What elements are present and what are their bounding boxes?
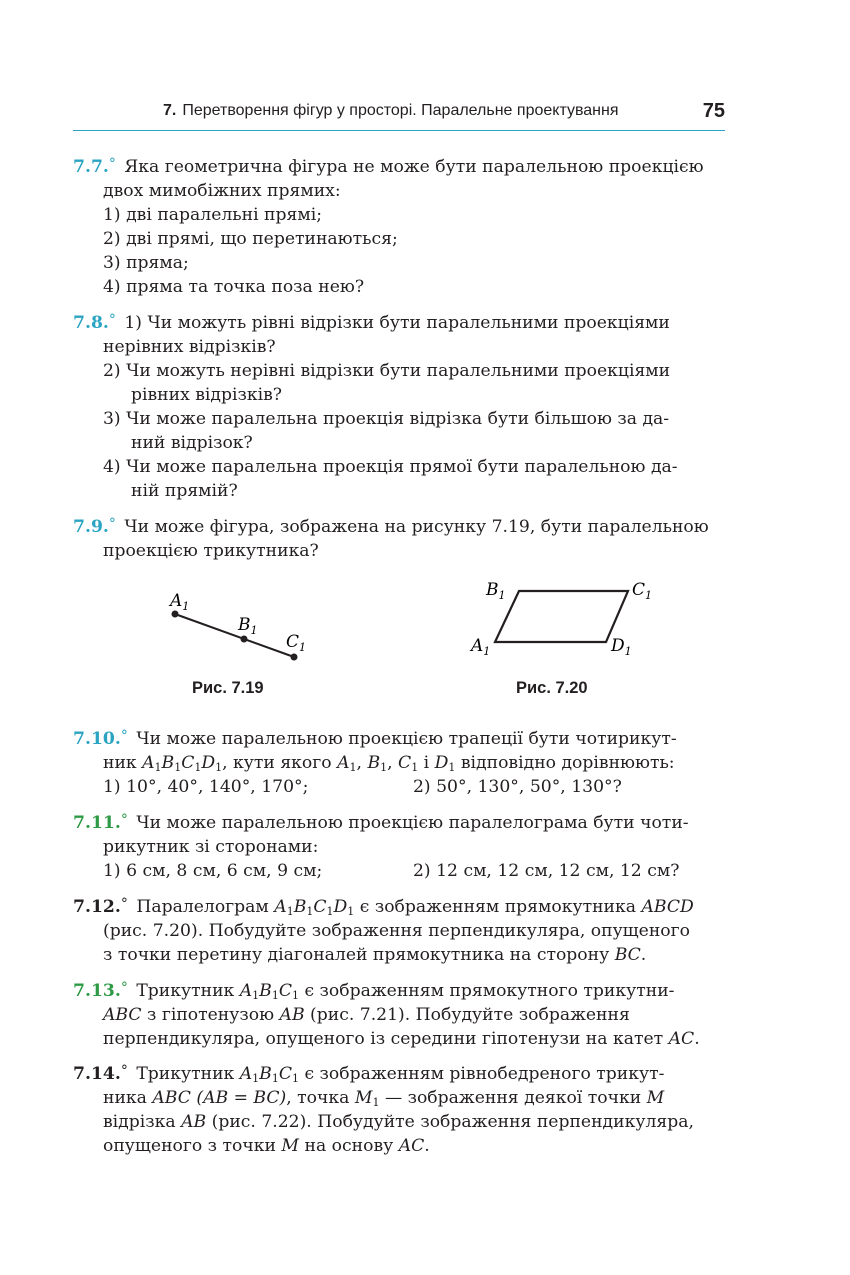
running-header: [73, 100, 725, 131]
problem-number: 7.12.: [73, 897, 121, 917]
problem-number: 7.9.: [73, 517, 109, 537]
caption-7-20: Рис. 7.20: [516, 679, 588, 697]
problem-number: 7.10.: [73, 729, 121, 749]
problem-7-9: 7.9.° Чи може фігура, зображена на рисунку 7.19, бути паралельною проекцією трикутника?: [73, 516, 709, 561]
problem-number: 7.7.: [73, 157, 109, 177]
problem-7-12: 7.12.° Паралелограм $A_1B_1C_1D_1$ є зображенням прямокутника ABCD (рис. 7.20). Побудуйте зображення перпендикуляра, опущеного з точки перетину діагоналей прямокутника на сторону BC.: [73, 896, 694, 965]
problem-number: 7.8.: [73, 313, 109, 333]
problem-number: 7.11.: [73, 813, 121, 833]
label-c1: $C_1$: [632, 580, 653, 602]
label-b1: $B_1$: [486, 580, 506, 602]
label-a1: $A_1$: [170, 591, 190, 613]
label-b1: $B_1$: [238, 615, 258, 637]
problem-7-14: 7.14.° Трикутник $A_1B_1C_1$ є зображенням рівнобедреного трикут- ника ABC (AB = BC), точка $M_1$ — зображення деякої точки M відрізка AB (рис. 7.22). Побудуйте зображення перпендикуляра, опущеного з точки M на основу AC.: [73, 1063, 694, 1156]
problem-7-10: 7.10.° Чи може паралельною проекцією трапеції бути чотирикут- ник $A_1B_1C_1D_1$, кути якого $A_1$, $B_1$, $C_1$ і $D_1$ відповідно дорівнюють: 1) 10°, 40°, 140°, 170°; 2) 50°, 130°, 50°, 130°?: [73, 728, 677, 797]
label-a1: $A_1$: [471, 636, 491, 658]
problem-number: 7.13.: [73, 981, 121, 1001]
problem-7-8: 7.8.° 1) Чи можуть рівні відрізки бути паралельними проекціями нерівних відрізків? 2) Чи можуть нерівні відрізки бути паралельними проекціями рівних відрізків? 3) Чи може паралельна проекція відрізка бути більшою за да- ний відрізок? 4) Чи може паралельна проекція прямої бути паралельною да- ній прямій?: [73, 312, 678, 501]
caption-7-19: Рис. 7.19: [192, 679, 264, 697]
point-b1: [241, 636, 248, 643]
point-c1: [291, 654, 298, 661]
point-a1: [172, 611, 179, 618]
problem-7-7: 7.7.° Яка геометрична фігура не може бути паралельною проекцією двох мимобіжних прямих: 1) дві паралельні прямі; 2) дві прямі, що перетинаються; 3) пряма; 4) пряма та точка поза нею?: [73, 156, 704, 297]
chapter-title: 7. Перетворення фігур у просторі. Паралельне проектування: [163, 102, 619, 119]
figure-7-20: [468, 575, 668, 665]
label-d1: $D_1$: [611, 636, 632, 658]
problem-7-13: 7.13.° Трикутник $A_1B_1C_1$ є зображенням прямокутного трикутни- ABC з гіпотенузою AB (рис. 7.21). Побудуйте зображення перпендикуляра, опущеного із середини гіпотенузи на катет AC.: [73, 980, 700, 1049]
problem-7-11: 7.11.° Чи може паралельною проекцією паралелограма бути чоти- рикутник зі сторонами: 1) 6 см, 8 см, 6 см, 9 см; 2) 12 см, 12 см, 12 см, 12 см?: [73, 812, 689, 881]
problem-number: 7.14.: [73, 1064, 121, 1084]
page-number: 75: [702, 100, 725, 122]
parallelogram: [495, 591, 628, 642]
label-c1: $C_1$: [286, 632, 307, 654]
figure-7-19: [160, 585, 330, 670]
